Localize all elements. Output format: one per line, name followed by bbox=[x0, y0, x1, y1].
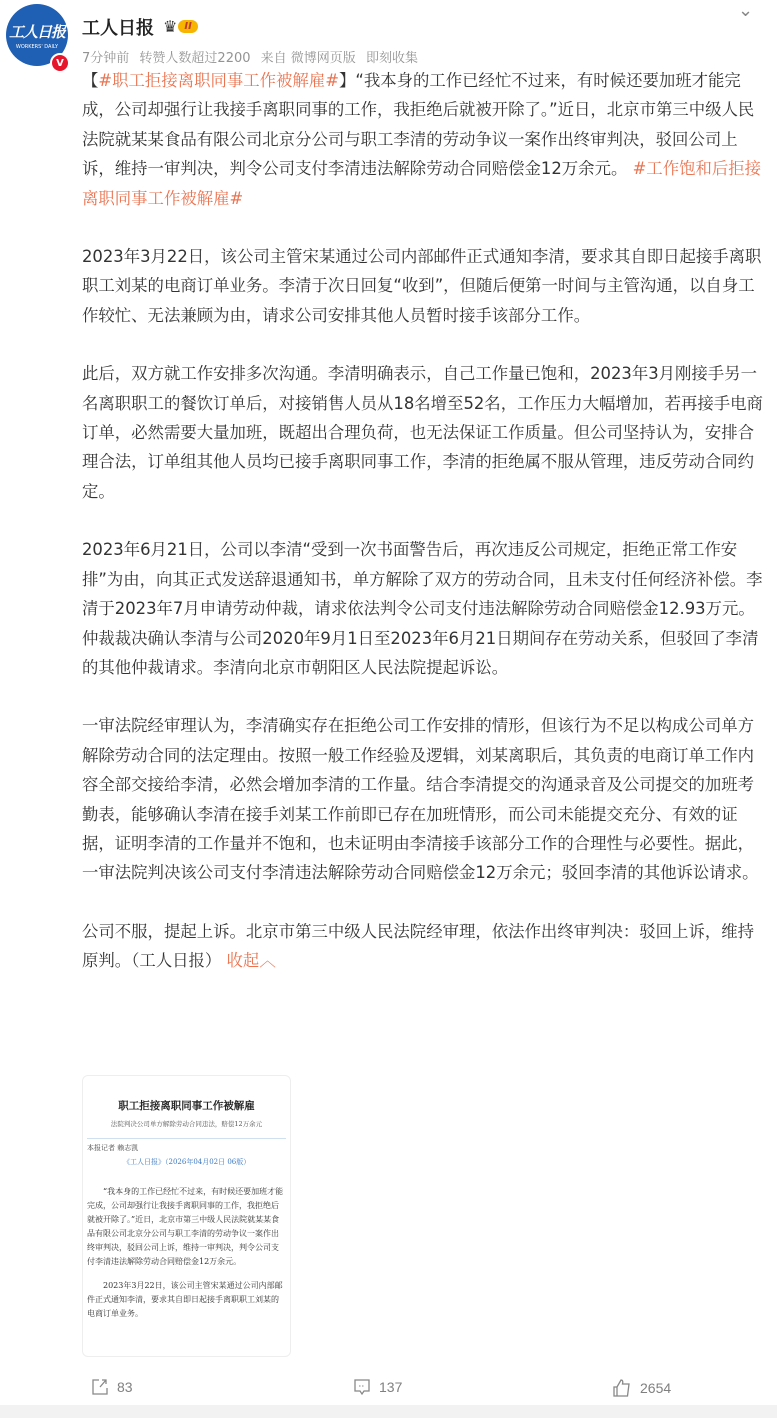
paragraph: 2023年6月21日，公司以李清“受到一次书面警告后，再次违反公司规定，拒绝正常工作安排”为由，向其正式发送辞退通知书，单方解除了双方的劳动合同，且未支付任何经济补偿。李清于2023年7月申请劳动仲裁，请求依法判令公司支付违法解除劳动合同赔偿金12.93万元。仲裁裁决确认李清与公司2020年9月1日至2023年6月21日期间存在劳动关系，但驳回了李清的其他仲裁请求。李清向北京市朝阳区人民法院提起诉讼。 bbox=[82, 540, 763, 677]
chevron-up-icon: ︿ bbox=[259, 951, 276, 971]
post-meta bbox=[82, 47, 424, 66]
divider bbox=[87, 1138, 286, 1139]
repost-button[interactable]: 83 bbox=[91, 1378, 133, 1396]
hashtag-link[interactable]: #职工拒接离职同事工作被解雇# bbox=[98, 71, 339, 90]
action-bar bbox=[0, 1378, 777, 1402]
article-image[interactable]: 职工拒接离职同事工作被解雇 法院判决公司单方解除劳动合同违法，赔偿12万余元 本报记者 赖志凯 《工人日报》（2026年04月02日 06版） “我本身的工作已经忙不过来，有时候还要加班才能完成，公司却强行让我接手离职同事的工作，我拒绝后就被开除了。”近日，北京市第三中级人民法院就某某食品有限公司北京分公司与职工李清的劳动争议一案作出终审判决，驳回公司上诉，维持一审判决，判令公司支付李清违法解除劳动合同赔偿金12万余元。 2023年3月22日，该公司主管宋某通过公司内部邮件正式通知李清，要求其自即日起接手离职职工刘某的电商订单业务。 bbox=[82, 1075, 291, 1357]
separator bbox=[0, 1405, 777, 1418]
post-content bbox=[82, 66, 767, 1005]
paragraph: 【#职工拒接离职同事工作被解雇#】“我本身的工作已经忙不过来，有时候还要加班才能完成，公司却强行让我接手离职同事的工作，我拒绝后就被开除了。”近日，北京市第三中级人民法院就某某食品有限公司北京分公司与职工李清的劳动争议一案作出终审判决，驳回公司上诉，维持一审判决，判令公司支付李清违法解除劳动合同赔偿金12万余元。 #工作饱和后拒接离职同事工作被解雇# bbox=[82, 71, 762, 208]
member-level-badge[interactable]: ♛ II bbox=[163, 17, 198, 36]
collapse-button[interactable]: 收起︿ bbox=[226, 951, 276, 971]
paragraph: 公司不服，提起上诉。北京市第三中级人民法院经审理，依法作出终审判决：驳回上诉，维持原判。（工人日报） 收起︿ bbox=[82, 921, 755, 971]
thumbs-up-icon bbox=[612, 1378, 632, 1398]
comment-button[interactable]: 137 bbox=[353, 1378, 402, 1396]
account-name[interactable]: 工人日报 bbox=[82, 18, 154, 39]
reposts-note: 转赞人数超过2200 bbox=[139, 51, 251, 66]
post-source: 来自 微博网页版 bbox=[260, 51, 356, 66]
post-time[interactable]: 7分钟前 bbox=[82, 51, 130, 66]
repost-icon bbox=[91, 1378, 109, 1396]
paragraph: 此后，双方就工作安排多次沟通。李清明确表示，自己工作量已饱和，2023年3月刚接手另一名离职职工的餐饮订单后，对接销售人员从18名增至52名，工作压力大幅增加，若再接手电商订单，必然需要大量加班，既超出合理负荷，也无法保证工作质量。但公司坚持认为，安排合理合法，订单组其他人员均已接手离职同事工作，李清的拒绝属不服从管理，违反劳动合同约定。 bbox=[82, 364, 763, 501]
avatar[interactable]: 工人日报 WORKERS' DAILY bbox=[6, 4, 68, 66]
paragraph: 2023年3月22日，该公司主管宋某通过公司内部邮件正式通知李清，要求其自即日起接手离职职工刘某的电商订单业务。李清于次日回复“收到”，但随后便第一时间与主管沟通，以自身工作较忙、无法兼顾为由，请求公司安排其他人员暂时接手该部分工作。 bbox=[82, 247, 762, 325]
crown-icon: ♛ bbox=[163, 17, 178, 36]
comment-icon bbox=[353, 1378, 371, 1396]
like-button[interactable]: 2654 bbox=[612, 1378, 671, 1398]
chevron-down-icon[interactable]: ⌄ bbox=[738, 0, 754, 21]
hashtag-link[interactable]: #工作饱和后拒接离职同事工作被解雇# bbox=[82, 159, 762, 208]
paragraph: 一审法院经审理认为，李清确实存在拒绝公司工作安排的情形，但该行为不足以构成公司单方解除劳动合同的法定理由。按照一般工作经验及逻辑，刘某离职后，其负责的电商订单工作内容全部交接给李清，必然会增加李清的工作量。结合李清提交的沟通录音及公司提交的加班考勤表，能够确认李清在接手刘某工作前即已存在加班情形，而公司未能提交充分、有效的证据，证明李清的工作量并不饱和，也未证明由李清接手该部分工作的合理性与必要性。据此，一审法院判决该公司支付李清违法解除劳动合同赔偿金12万余元；驳回李清的其他诉讼请求。 bbox=[82, 716, 759, 883]
collect-link[interactable]: 即刻收集 bbox=[365, 51, 418, 66]
verified-badge-icon: V bbox=[50, 53, 70, 73]
